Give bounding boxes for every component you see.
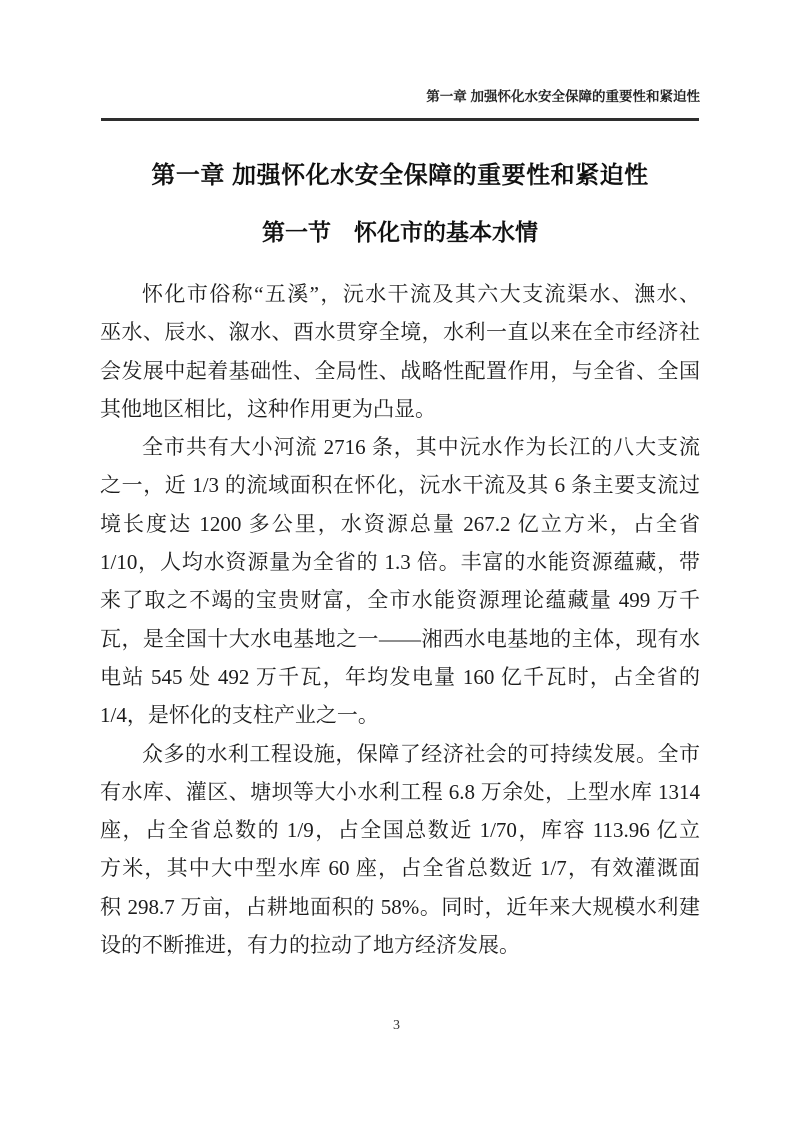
paragraph-2 [100,428,700,734]
body-line: 全市共有大小河流 2716 条，其中沅水作为长江的八大支流 [142,435,700,460]
chapter-title: 第一章 加强怀化水安全保障的重要性和紧迫性 [151,162,649,189]
page-number: 3 [393,1018,400,1033]
body-line: 积 298.7 万亩，占耕地面积的 58%。同时，近年来大规模水利建 [100,894,700,919]
body-text [100,275,700,964]
body-line: 之一，近 1/3 的流域面积在怀化，沅水干流及其 6 条主要支流过 [100,473,700,498]
running-header-text: 第一章 加强怀化水安全保障的重要性和紧迫性 [426,89,700,104]
body-line: 瓦，是全国十大水电基地之一——湘西水电基地的主体，现有水 [100,626,700,651]
body-line: 设的不断推进，有力的拉动了地方经济发展。 [100,933,520,958]
body-line: 境长度达 1200 多公里，水资源总量 267.2 亿立方米，占全省 [100,511,700,536]
body-line: 会发展中起着基础性、全局性、战略性配置作用，与全省、全国 [100,358,700,383]
paragraph-1 [100,275,700,428]
body-line: 怀化市俗称“五溪”，沅水干流及其六大支流渠水、潕水、 [142,282,700,306]
body-line: 巫水、辰水、溆水、酉水贯穿全境，水利一直以来在全市经济社 [100,320,700,345]
body-line: 电站 545 处 492 万千瓦，年均发电量 160 亿千瓦时，占全省的 [100,664,700,689]
body-line: 其他地区相比，这种作用更为凸显。 [100,396,436,421]
section-title: 第一节 怀化市的基本水情 [262,220,538,245]
body-line: 1/4，是怀化的支柱产业之一。 [100,703,379,728]
paragraph-3 [100,735,700,965]
body-line: 众多的水利工程设施，保障了经济社会的可持续发展。全市 [142,741,700,766]
body-line: 方米，其中大中型水库 60 座，占全省总数近 1/7，有效灌溉面 [100,856,700,881]
body-line: 座，占全省总数的 1/9，占全国总数近 1/70，库容 113.96 亿立 [100,818,700,843]
page-footer [0,1018,793,1034]
body-line: 有水库、灌区、塘坝等大小水利工程 6.8 万余处，上型水库 1314 [100,779,700,804]
body-line: 来了取之不竭的宝贵财富，全市水能资源理论蕴藏量 499 万千 [100,588,700,613]
body-line: 1/10，人均水资源量为全省的 1.3 倍。丰富的水能资源蕴藏，带 [100,550,700,575]
header-rule [101,118,699,121]
